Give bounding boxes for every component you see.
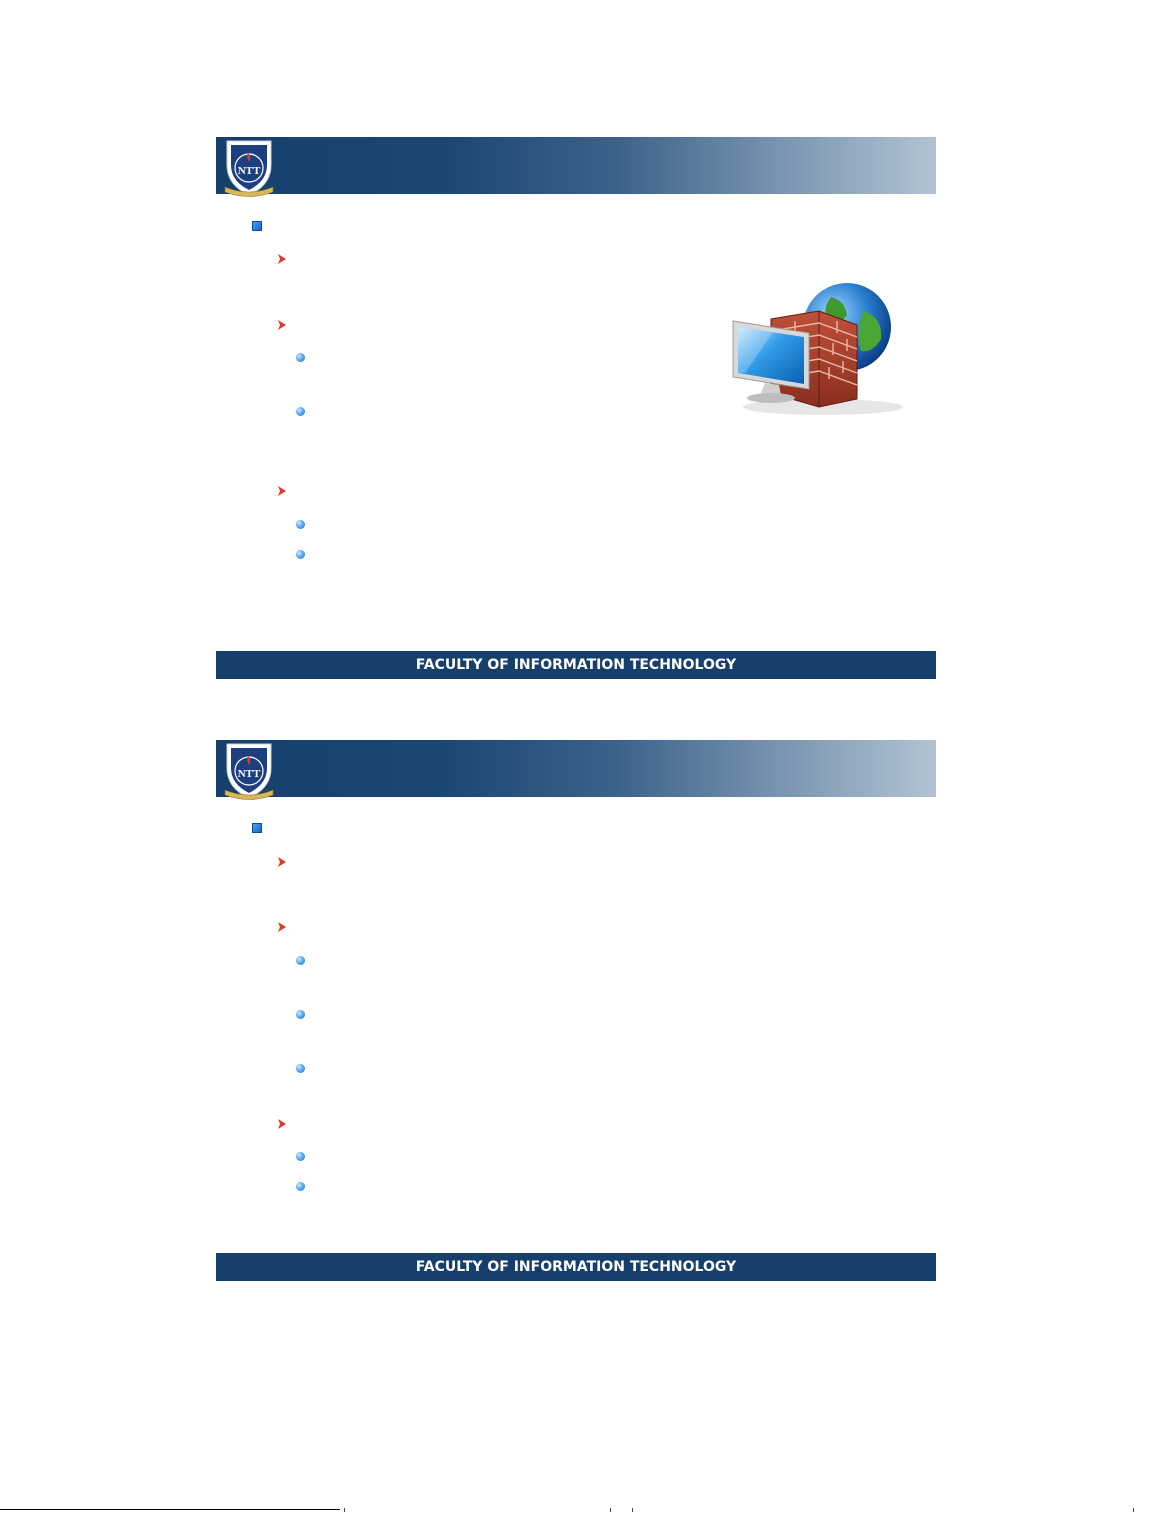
slide-1 (216, 137, 936, 679)
dot-bullet-icon (296, 1152, 305, 1161)
arrow-bullet-icon (277, 486, 287, 496)
dot-bullet-icon (296, 1010, 305, 1019)
university-logo (219, 135, 279, 201)
page-footnote-rule (0, 1509, 340, 1510)
slide-header-bar (216, 740, 936, 797)
dot-bullet-icon (296, 407, 305, 416)
square-bullet-icon (252, 221, 262, 231)
slide-2 (216, 740, 936, 1281)
dot-bullet-icon (296, 353, 305, 362)
page-edge-mark (344, 1508, 345, 1512)
svg-text:NTT: NTT (237, 165, 261, 177)
page-edge-mark (610, 1508, 611, 1512)
arrow-bullet-icon (277, 254, 287, 264)
arrow-bullet-icon (277, 1119, 287, 1129)
dot-bullet-icon (296, 956, 305, 965)
arrow-bullet-icon (277, 922, 287, 932)
dot-bullet-icon (296, 550, 305, 559)
dot-bullet-icon (296, 520, 305, 529)
square-bullet-icon (252, 823, 262, 833)
dot-bullet-icon (296, 1182, 305, 1191)
university-logo (219, 738, 279, 804)
slide-header-bar (216, 137, 936, 194)
page-edge-mark (632, 1508, 633, 1512)
dot-bullet-icon (296, 1064, 305, 1073)
svg-text:NTT: NTT (237, 768, 261, 780)
arrow-bullet-icon (277, 320, 287, 330)
arrow-bullet-icon (277, 857, 287, 867)
faculty-footer-bar: FACULTY OF INFORMATION TECHNOLOGY (216, 651, 936, 679)
faculty-footer-bar: FACULTY OF INFORMATION TECHNOLOGY (216, 1253, 936, 1281)
page-edge-mark (1133, 1508, 1134, 1512)
firewall-globe-computer-illustration (723, 281, 903, 417)
